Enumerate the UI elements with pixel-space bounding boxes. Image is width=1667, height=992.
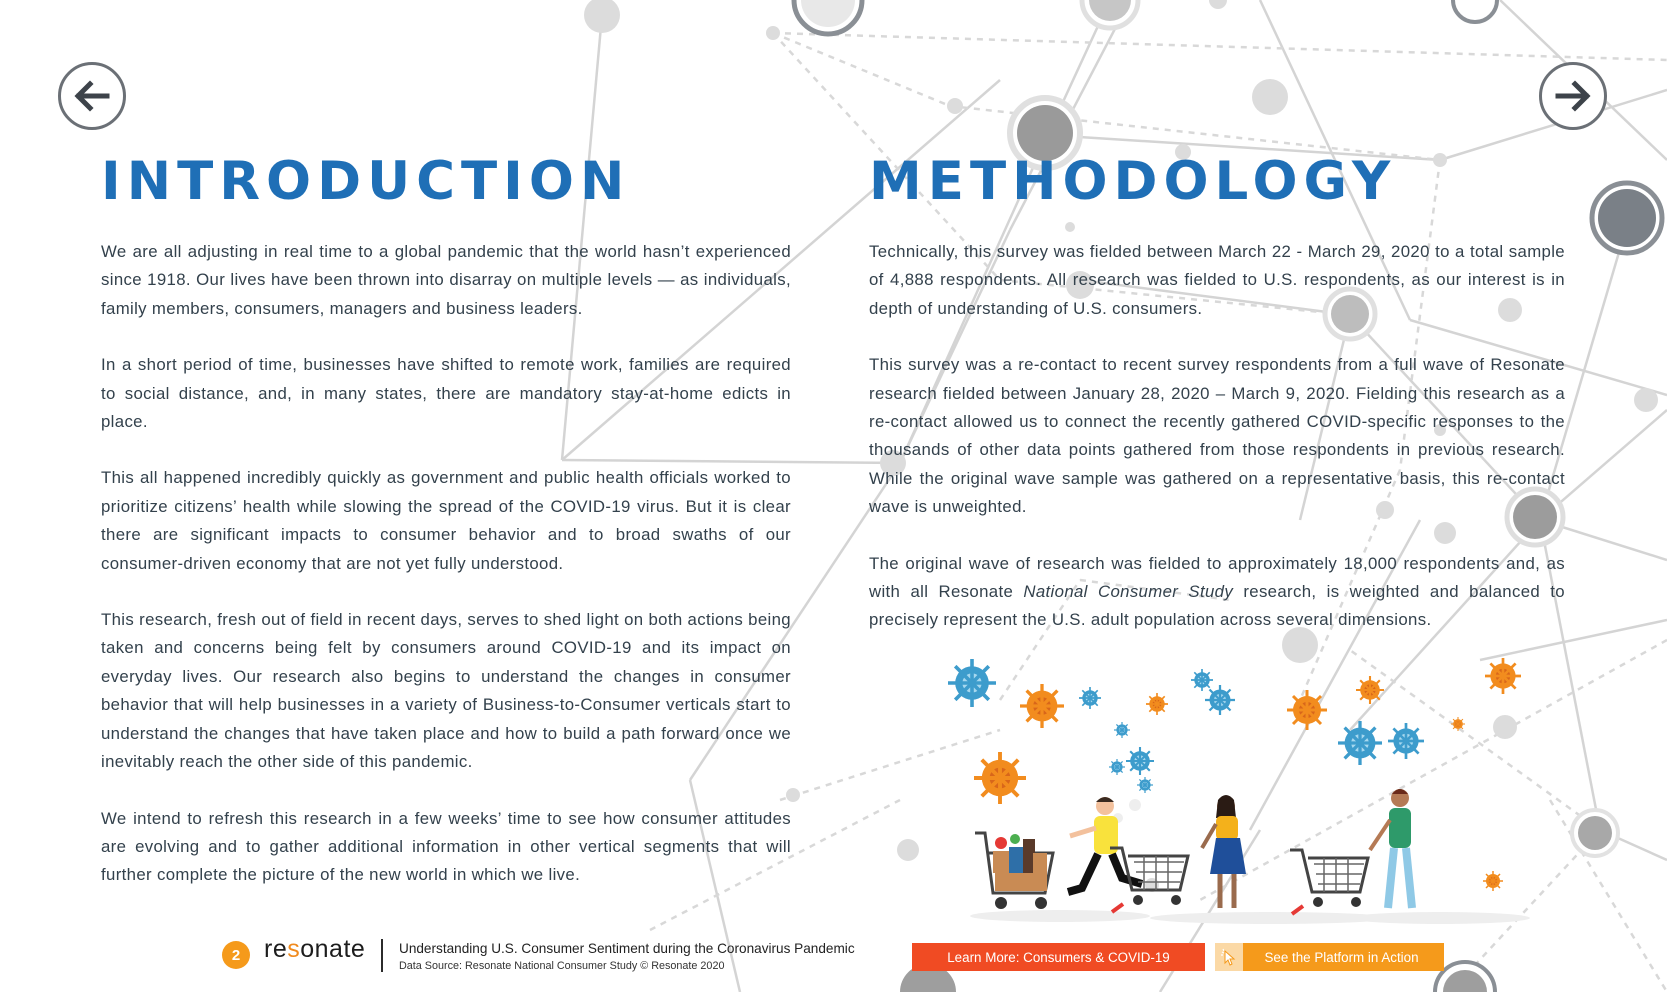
see-platform-label: See the Platform in Action [1264, 949, 1419, 965]
page-footer [0, 930, 1667, 992]
methodology-text: research, is weighted and balanced to precisely represent the U.S. adult population across several dimensions. [869, 582, 1565, 630]
arrow-left-icon [71, 75, 113, 117]
footer-divider [381, 939, 383, 972]
footer-report-title: Understanding U.S. Consumer Sentiment during the Coronavirus Pandemic [399, 941, 855, 956]
introduction-paragraph: We are all adjusting in real time to a global pandemic that the world hasn’t experienced since 1918. Our lives have been thrown into disarray on multiple levels — as individuals, family members, consumers, managers and business leaders. [101, 242, 791, 318]
methodology-title: METHODOLOGY [869, 151, 1397, 212]
cursor-click-icon [1215, 943, 1243, 971]
footer-data-source: Data Source: Resonate National Consumer Study © Resonate 2020 [399, 960, 725, 972]
arrow-right-icon [1552, 75, 1594, 117]
logo-text-part: onate [300, 935, 366, 963]
introduction-title: INTRODUCTION [101, 151, 631, 212]
introduction-section [101, 150, 791, 918]
methodology-body [869, 238, 1565, 635]
page-number-badge: 2 [222, 941, 250, 969]
methodology-paragraph: This survey was a re-contact to recent survey respondents from a full wave of Resonate research fielded between January 28, 2020 – March 9, 2020. Fielding this research as a re-contact allowed us to connect the recently gathered COVID-specific responses to the thousands of other data points gathered from those respondents in previous research. While the original wave sample was gathered on a representative basis, this re-contact wave is unweighted. [869, 355, 1565, 517]
methodology-text: The original wave of research was fielded to approximately 18,000 respondents and, as with all Resonate [869, 553, 1565, 602]
introduction-paragraph: In a short period of time, businesses have shifted to remote work, families are required to social distance, and, in many states, there are mandatory stay-at-home edicts in place. [101, 355, 791, 432]
introduction-paragraph: We intend to refresh this research in a few weeks’ time to see how consumer attitudes are evolving and to gather additional information in other vertical segments that will further complete the picture of the new world in which we live. [101, 808, 791, 885]
logo-text-part: re [264, 935, 288, 963]
study-name: National Consumer Study [1023, 582, 1234, 602]
resonate-logo [264, 935, 365, 964]
methodology-paragraph: Technically, this survey was fielded between March 22 - March 29, 2020 to a total sample of 4,888 respondents. All research was fielded to U.S. respondents, as our interest is in depth of understanding of U.S. consumers. [869, 242, 1565, 318]
shoppers-with-carts-and-virus-illustration [940, 648, 1530, 928]
methodology-section [869, 150, 1565, 663]
methodology-paragraph-weighted [869, 550, 1565, 635]
logo-mark: s [287, 935, 301, 963]
introduction-body [101, 238, 791, 890]
previous-page-button[interactable] [58, 62, 126, 130]
see-platform-button[interactable] [1215, 943, 1444, 971]
introduction-paragraph: This all happened incredibly quickly as government and public health officials worked to prioritize citizens’ health while slowing the spread of the COVID-19 virus. But it is clear there are significant impacts to consumer behavior and to broad swaths of our consumer-driven economy that are not yet fully understood. [101, 468, 791, 573]
next-page-button[interactable] [1539, 62, 1607, 130]
introduction-paragraph: This research, fresh out of field in recent days, serves to shed light on both actions being taken and concerns being felt by consumers around COVID-19 and its impact on everyday lives. Our research also begins to understand the changes in consumer behavior that will help businesses in a variety of Business-to-Consumer verticals start to understand the changes that have taken place and how to build a path forward once we inevitably reach the other side of this pandemic. [101, 610, 791, 772]
learn-more-button[interactable]: Learn More: Consumers & COVID-19 [912, 943, 1205, 971]
